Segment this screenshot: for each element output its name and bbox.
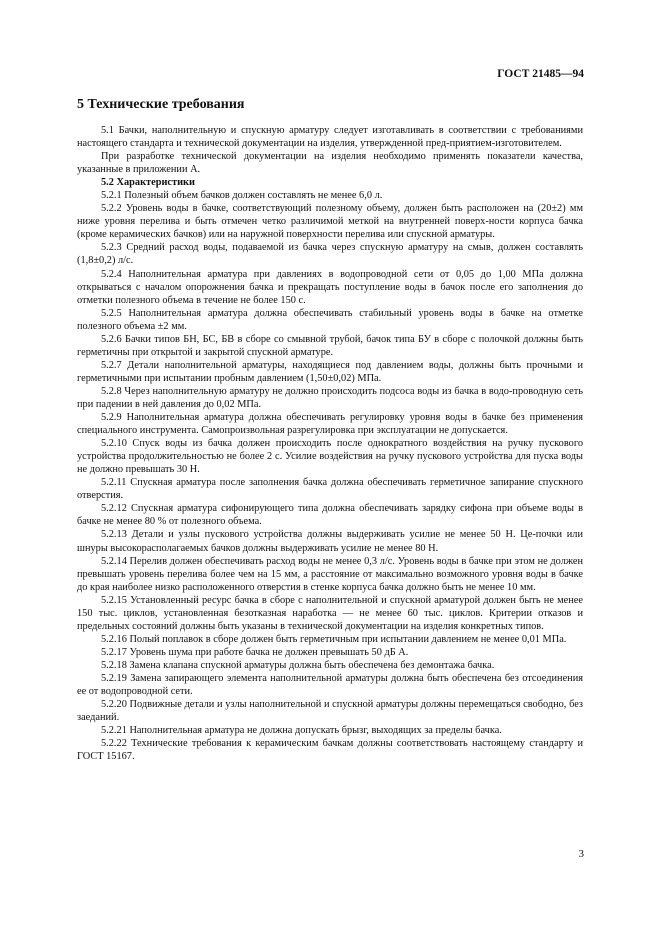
paragraph: 5.2.2 Уровень воды в бачке, соответствующий полезному объему, должен быть расположен на (20±2) мм ниже уровня перелива и быть отмечен четко различимой меткой на внутренней поверх-ности корпуса бачка (кроме керамических бачков) или на наружной поверхности перелива или спускной арматуры.: [77, 203, 583, 241]
paragraph: 5.2.12 Спускная арматура сифонирующего типа должна обеспечивать зарядку сифона при объеме воды в бачке не менее 80 % от полезного объема.: [77, 503, 583, 528]
section-body: [77, 124, 583, 763]
section-title: 5 Технические требования: [77, 97, 245, 112]
paragraph: 5.1 Бачки, наполнительную и спускную арматуру следует изготавливать в соответствии с требованиями настоящего стандарта и технической документации на изделия, утвержденной пред-приятием-изготовителем.: [77, 125, 583, 150]
paragraph: 5.2.10 Спуск воды из бачка должен происходить после однократного воздействия на ручку пускового устройства продолжительностью не более 2 с. Усилие воздействия на ручку пускового устройства для пуска воды не должно превышать 30 Н.: [77, 438, 583, 476]
subsection-heading: 5.2 Характеристики: [101, 177, 195, 189]
paragraph: 5.2.4 Наполнительная арматура при давлениях в водопроводной сети от 0,05 до 1,00 МПа должна открываться с началом опорожнения бачка и прекращать поступление воды в бачок после его заполнения до отметки полезного объема в течение не более 150 с.: [77, 268, 583, 306]
paragraph: 5.2.17 Уровень шума при работе бачка не должен превышать 50 дБ A.: [101, 646, 409, 658]
paragraph: 5.2.21 Наполнительная арматура не должна допускать брызг, выходящих за пределы бачка.: [101, 725, 502, 737]
paragraph: 5.2.9 Наполнительная арматура должна обеспечивать регулировку уровня воды в бачке без применения специального инструмента. Самопроизвольная разрегулировка при эксплуатации не допускается.: [77, 412, 583, 437]
paragraph: 5.2.6 Бачки типов БН, БС, БВ в сборе со смывной трубой, бачок типа БУ в сборе с полочкой должны быть герметичны при открытой и закрытой спускной арматуре.: [77, 333, 583, 358]
paragraph: 5.2.11 Спускная арматура после заполнения бачка должна обеспечивать герметичное запирание спускного отверстия.: [77, 477, 583, 502]
paragraph: 5.2.19 Замена запирающего элемента наполнительной арматуры должна быть обеспечена без отсоединения ее от водопроводной сети.: [77, 672, 583, 698]
paragraph: При разработке технической документации на изделия необходимо применять показатели качества, указанные в приложении А.: [77, 151, 583, 176]
paragraph: 5.2.7 Детали наполнительной арматуры, находящиеся под давлением воды, должны быть прочными и герметичными при испытании пробным давлением (1,50±0,02) МПа.: [77, 359, 583, 384]
paragraph: 5.2.18 Замена клапана спускной арматуры должна быть обеспечена без демонтажа бачка.: [101, 659, 495, 671]
document-header: ГОСТ 21485—94: [497, 68, 584, 80]
paragraph: 5.2.20 Подвижные детали и узлы наполнительной и спускной арматуры должны перемещаться свободно, без заеданий.: [77, 699, 583, 724]
paragraph: 5.2.8 Через наполнительную арматуру не должно происходить подсоса воды из бачка в водо-проводную сеть при падении в ней давления до 0,02 МПа.: [77, 385, 583, 410]
paragraph: 5.2.15 Установленный ресурс бачка в сборе с наполнительной и спускной арматурой должен быть не менее 150 тыс. циклов, установленная безотказная наработка — не менее 60 тыс. циклов. Критерии отказов и предельных состояний должны быть указаны в технической документации на изделия конкретных типов.: [77, 594, 583, 632]
paragraph: 5.2.22 Технические требования к керамическим бачкам должны соответствовать настоящему стандарту и ГОСТ 15167.: [77, 738, 583, 763]
paragraph: 5.2.14 Перелив должен обеспечивать расход воды не менее 0,3 л/с. Уровень воды в бачке при этом не должен превышать уровень перелива более чем на 15 мм, а расстояние от максимально возможного уровня воды в бачке до края наиболее низко расположенного отверстия в стенке корпуса бачка должно быть не менее 10 мм.: [77, 555, 583, 593]
paragraph: 5.2.13 Детали и узлы пускового устройства должны выдерживать усилие не менее 50 Н. Це-почки или шнуры высокорасполагаемых бачков должны выдерживать усилие не менее 80 Н.: [77, 529, 583, 554]
paragraph: 5.2.16 Полый поплавок в сборе должен быть герметичным при испытании давлением не менее 0,01 МПа.: [101, 633, 567, 645]
paragraph: 5.2.3 Средний расход воды, подаваемой из бачка через спускную арматуру на смыв, должен составлять (1,8±0,2) л/с.: [77, 242, 583, 267]
paragraph: 5.2.5 Наполнительная арматура должна обеспечивать стабильный уровень воды в бачке на отметке полезного объема ±2 мм.: [77, 307, 583, 332]
paragraph: 5.2.1 Полезный объем бачков должен составлять не менее 6,0 л.: [101, 190, 383, 202]
page-number: 3: [578, 848, 584, 860]
